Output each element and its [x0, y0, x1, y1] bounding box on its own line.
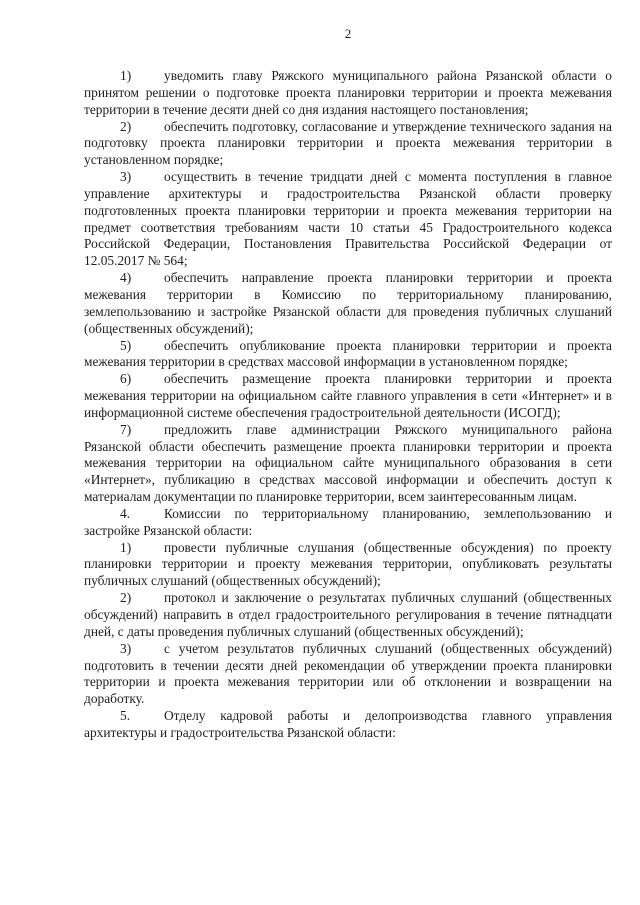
- section-paragraph: [84, 506, 612, 540]
- section-paragraph: [84, 708, 612, 742]
- document-body: [84, 68, 612, 742]
- item-text: протокол и заключение о результатах публичных слушаний (общественных обсуждений) направить в отдел градостроительного регулирования в течение пятнадцати дней, с даты проведения публичных слушаний (общественных обсуждений);: [84, 590, 612, 639]
- item-number: 7): [120, 421, 132, 437]
- list-item: [84, 169, 612, 270]
- list-item: [84, 270, 612, 337]
- item-text: предложить главе администрации Ряжского муниципального района Рязанской области обеспечить размещение проекта планировки территории и проекта межевания территории на официальном сайте муниципального образования в сети «Интернет», публикацию в средствах массовой информации и обеспечить доступ к материалам документации по планировке территории, всем заинтересованным лицам.: [84, 421, 612, 505]
- item-text: обеспечить опубликование проекта планировки территории и проекта межевания территории в средствах массовой информации в установленном порядке;: [84, 337, 612, 370]
- item-number: 6): [120, 371, 132, 387]
- item-number: 1): [120, 68, 132, 83]
- list-item: [84, 371, 612, 422]
- item-text: обеспечить направление проекта планировки территории и проекта межевания территории в Комиссию по территориальному планированию, землепользованию и застройке Рязанской области для проведения публичных слушаний (общественных обсуждений);: [84, 270, 612, 336]
- list-item: [84, 338, 612, 372]
- list-item: [84, 422, 612, 506]
- item-text: обеспечить размещение проекта планировки территории и проекта межевания территории на официальном сайте главного управления в сети «Интернет» и в информационной системе обеспечения градостроительной деятельности (ИСОГД);: [84, 371, 612, 420]
- section-text: Комиссии по территориальному планированию, землепользованию и застройке Рязанской области:: [84, 505, 612, 538]
- item-text: осуществить в течение тридцати дней с момента поступления в главное управление архитектуры и градостроительства Рязанской области проверку подготовленных проекта планировки территории и проекта межевания территории на предмет соответствия требованиям части 10 статьи 45 Градостроительного кодекса Российской Федерации, Постановления Правительства Российской Федерации от 12.05.2017 № 564;: [84, 169, 612, 269]
- item-text: с учетом результатов публичных слушаний (общественных обсуждений) подготовить в течении десяти дней рекомендации об утверждении проекта планировки территории и проекта межевания территории или об отклонении и возвращении на доработку.: [84, 640, 612, 707]
- list-item: [84, 119, 612, 170]
- item-text: обеспечить подготовку, согласование и утверждение технического задания на подготовку проекта планировки территории и проекта межевания территории в установленном порядке;: [84, 118, 612, 168]
- page-number: 2: [344, 26, 352, 41]
- item-number: 3): [120, 169, 132, 185]
- list-item: [84, 540, 612, 591]
- item-text: уведомить главу Ряжского муниципального района Рязанской области о принятом решении о подготовке проекта планировки территории и проекта межевания территории в течение десяти дней со дня издания настоящего постановления;: [84, 68, 612, 117]
- item-text: провести публичные слушания (общественные обсуждения) по проекту планировки территории и проекту межевания территории, опубликовать результаты публичных слушаний (общественных обсуждений);: [84, 539, 612, 589]
- item-number: 4): [120, 270, 132, 286]
- section-number: 5.: [120, 708, 131, 724]
- item-number: 1): [120, 539, 132, 555]
- list-item: [84, 641, 612, 708]
- list-item: [84, 590, 612, 641]
- section-text: Отделу кадровой работы и делопроизводства главного управления архитектуры и градостроительства Рязанской области:: [84, 708, 612, 740]
- section-number: 4.: [120, 505, 131, 521]
- item-number: 2): [120, 590, 132, 606]
- item-number: 3): [120, 640, 132, 656]
- list-item: [84, 68, 612, 119]
- item-number: 2): [120, 118, 132, 134]
- item-number: 5): [120, 337, 132, 353]
